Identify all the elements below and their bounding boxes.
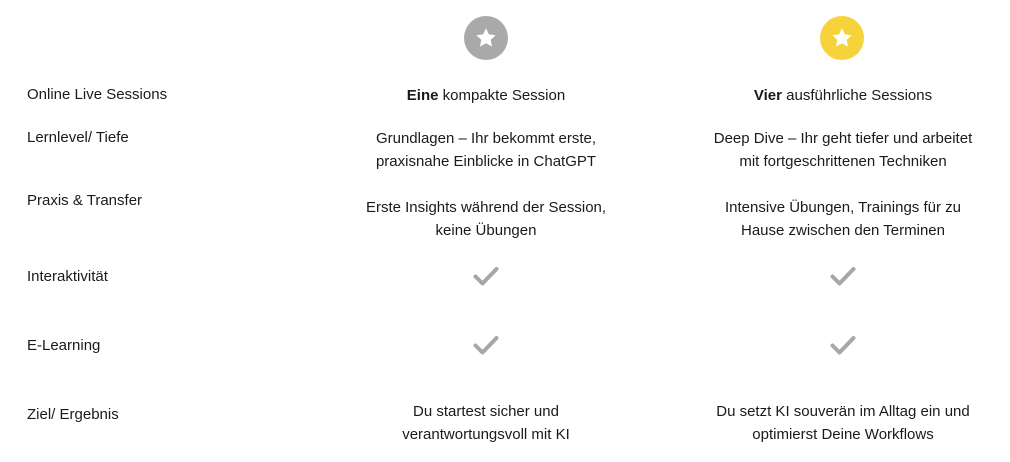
level-basic-line2: praxisnahe Einblicke in ChatGPT bbox=[375, 153, 597, 170]
level-premium-line1: Deep Dive – Ihr geht tiefer und arbeitet bbox=[713, 130, 973, 147]
check-icon bbox=[830, 335, 856, 355]
check-icon bbox=[830, 266, 856, 286]
cell-sessions-basic bbox=[326, 84, 646, 107]
check-icon bbox=[473, 266, 499, 286]
row-label-practice: Praxis & Transfer bbox=[27, 192, 143, 209]
row-label-interactivity: Interaktivität bbox=[27, 268, 108, 285]
sessions-premium-emphasis: Vier bbox=[753, 87, 782, 104]
star-icon bbox=[474, 26, 498, 50]
check-icon bbox=[473, 335, 499, 355]
basic-plan-star-badge bbox=[464, 16, 508, 60]
practice-basic-line1: Erste Insights während der Session, bbox=[365, 199, 607, 216]
cell-level-basic bbox=[326, 127, 646, 173]
row-label-sessions: Online Live Sessions bbox=[27, 86, 168, 103]
cell-goal-premium bbox=[683, 400, 1003, 446]
level-premium-line2: mit fortgeschrittenen Techniken bbox=[739, 153, 947, 170]
goal-premium-line2: optimierst Deine Workflows bbox=[752, 426, 934, 443]
goal-basic-line2: verantwortungsvoll mit KI bbox=[402, 426, 570, 443]
sessions-basic-emphasis: Eine bbox=[406, 87, 439, 104]
cell-practice-basic bbox=[326, 196, 646, 242]
sessions-basic-text: kompakte Session bbox=[438, 87, 566, 104]
practice-premium-line2: Hause zwischen den Terminen bbox=[740, 222, 945, 239]
row-label-goal: Ziel/ Ergebnis bbox=[27, 406, 119, 423]
row-label-elearning: E-Learning bbox=[27, 337, 101, 354]
cell-sessions-premium bbox=[683, 84, 1003, 107]
premium-plan-star-badge bbox=[820, 16, 864, 60]
star-icon bbox=[830, 26, 854, 50]
level-basic-line1: Grundlagen – Ihr bekommt erste, bbox=[375, 130, 597, 147]
cell-practice-premium bbox=[683, 196, 1003, 242]
cell-goal-basic bbox=[326, 400, 646, 446]
sessions-premium-text: ausführliche Sessions bbox=[782, 87, 933, 104]
goal-basic-line1: Du startest sicher und bbox=[413, 403, 559, 420]
practice-premium-line1: Intensive Übungen, Trainings für zu bbox=[725, 199, 961, 216]
practice-basic-line2: keine Übungen bbox=[435, 222, 537, 239]
goal-premium-line1: Du setzt KI souverän im Alltag ein und bbox=[716, 403, 970, 420]
cell-level-premium bbox=[683, 127, 1003, 173]
row-label-level: Lernlevel/ Tiefe bbox=[27, 129, 129, 146]
